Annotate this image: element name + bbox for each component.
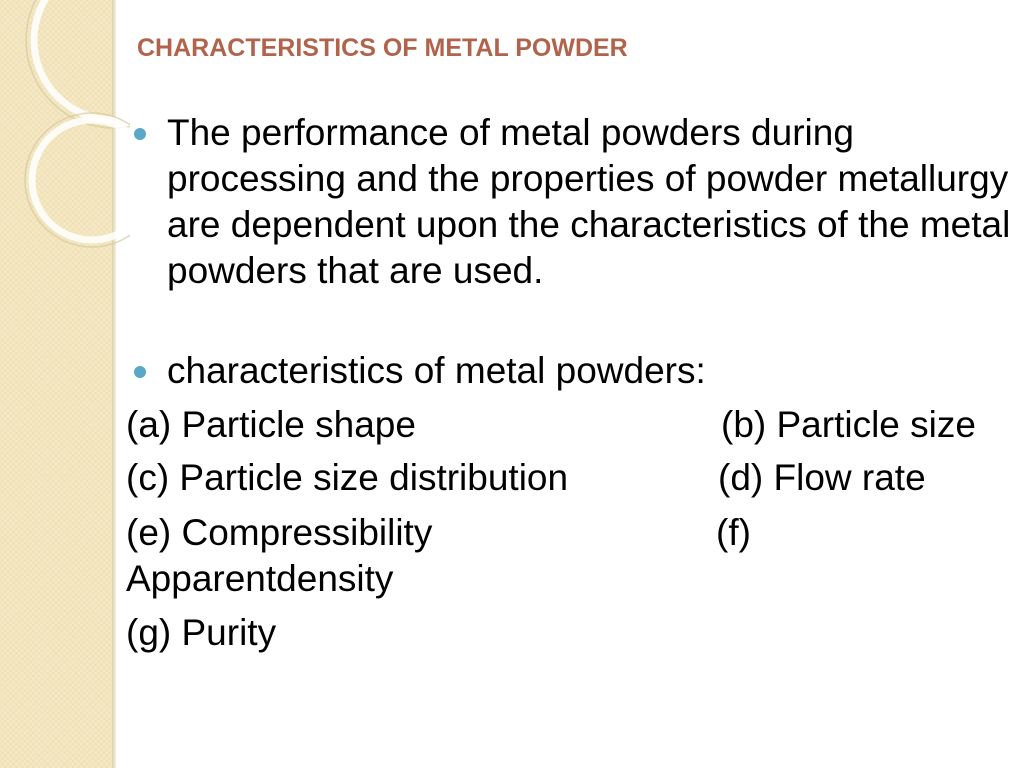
bullet-dot-icon	[134, 128, 146, 140]
characteristic-b: (b) Particle size	[721, 404, 976, 445]
characteristic-a: (a) Particle shape	[126, 404, 416, 445]
deco-ring-large	[34, 0, 130, 120]
characteristic-c: (c) Particle size distribution	[126, 457, 569, 498]
characteristic-f-continued: Apparentdensity	[126, 558, 394, 599]
bullet-dot-icon	[134, 366, 146, 378]
characteristic-d: (d) Flow rate	[718, 457, 926, 498]
characteristic-e: (e) Compressibility	[126, 512, 433, 553]
decorative-circles	[0, 0, 130, 300]
bullet-text: characteristics of metal powders:	[167, 350, 706, 391]
characteristic-f: (f)	[716, 512, 751, 553]
deco-ring-small-outline	[25, 113, 130, 247]
bullet-text: The performance of metal powders during processing and the properties of powder metallurgy are dependent upon the characteristics of the metal powders that are used.	[167, 112, 1011, 291]
bullet-item-list-heading	[134, 348, 1014, 394]
slide-title: CHARACTERISTICS OF METAL POWDER	[137, 34, 628, 62]
characteristic-g: (g) Purity	[126, 612, 277, 653]
bullet-item-intro	[134, 110, 1014, 340]
deco-ring-small	[32, 120, 130, 240]
